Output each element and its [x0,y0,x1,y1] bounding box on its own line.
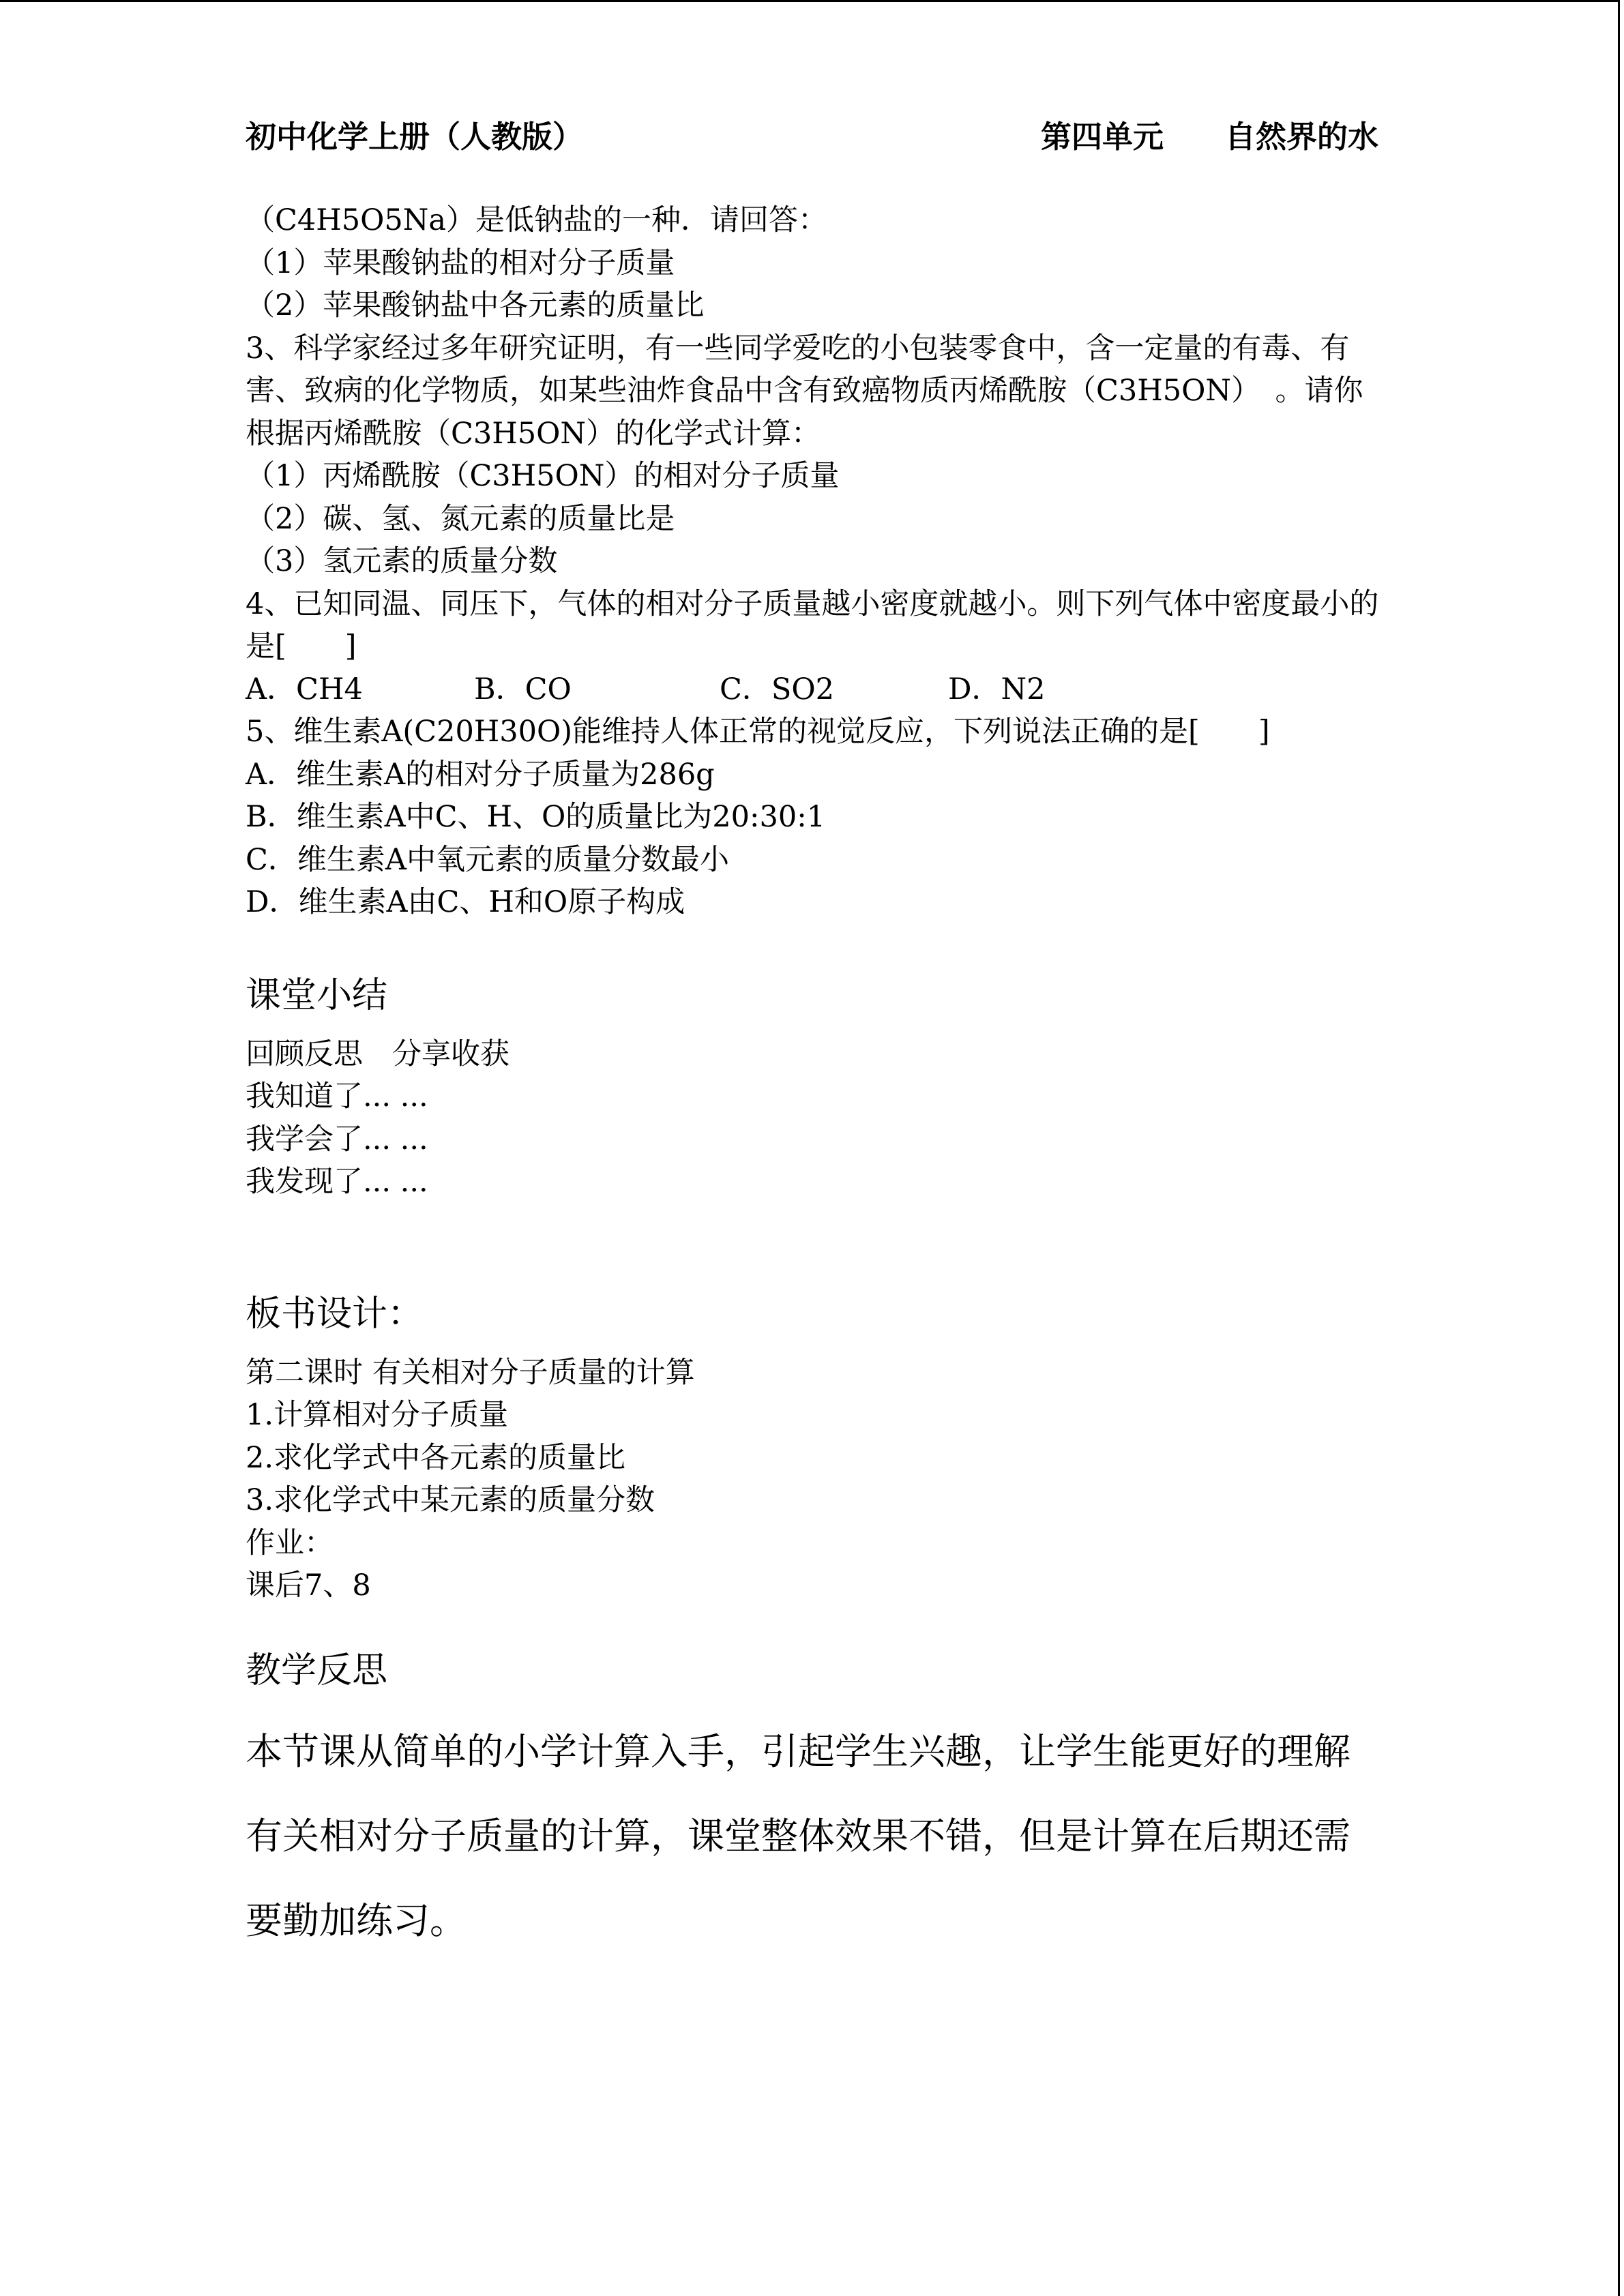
header-book-title: 初中化学上册（人教版） [246,119,584,155]
document-body [246,199,1381,1963]
q4-option-a: A．CH4 [246,672,363,706]
reflection-section [246,1647,1381,1963]
board-title: 板书设计： [246,1293,424,1335]
board-line-5: 作业： [246,1525,334,1560]
summary-line-3: 我学会了... ... [246,1122,428,1157]
q4-option-d: D．N2 [948,672,1046,706]
summary-section [246,972,1381,1204]
q4-options [246,668,1381,711]
q5-option-b: B．维生素A中C、H、O的质量比为20:30:1 [246,800,826,834]
q2-sub-1: （1）苹果酸钠盐的相对分子质量 [246,245,675,280]
exercise-section [246,199,1381,924]
q5-option-d: D．维生素A由C、H和O原子构成 [246,885,685,919]
q3-sub-1: （1）丙烯酰胺（C3H5ON）的相对分子质量 [246,459,840,493]
board-line-2: 1.计算相对分子质量 [246,1398,509,1432]
q2-sub-2: （2）苹果酸钠盐中各元素的质量比 [246,288,705,323]
summary-line-4: 我发现了... ... [246,1165,428,1199]
q2-tail: （C4H5O5Na）是低钠盐的一种．请回答： [246,203,827,237]
board-line-1: 第二课时 有关相对分子质量的计算 [246,1355,695,1390]
reflection-text: 本节课从简单的小学计算入手，引起学生兴趣，让学生能更好的理解有关相对分子质量的计算，课堂整体效果不错，但是计算在后期还需要勤加练习。 [246,1729,1350,1942]
q3-sub-3: （3）氢元素的质量分数 [246,544,558,578]
summary-line-1: 回顾反思 分享收获 [246,1037,510,1071]
reflection-title: 教学反思 [246,1650,388,1691]
summary-line-2: 我知道了... ... [246,1079,428,1114]
q5-option-a: A．维生素A的相对分子质量为286g [246,757,715,792]
board-line-3: 2.求化学式中各元素的质量比 [246,1440,626,1475]
summary-title: 课堂小结 [246,974,388,1016]
q3-sub-2: （2）碳、氢、氮元素的质量比是 [246,501,675,536]
q5-option-c: C．维生素A中氧元素的质量分数最小 [246,842,729,877]
q3-stem: 3、科学家经过多年研究证明，有一些同学爱吃的小包装零食中，含一定量的有毒、有害、致病的化学物质，如某些油炸食品中含有致癌物质丙烯酰胺（C3H5ON） 。请你根据丙烯酰胺（C3H5ON）的化学式计算： [246,331,1363,451]
header-unit-title: 第四单元 自然界的水 [1040,119,1378,155]
board-line-6: 课后7、8 [246,1568,371,1602]
q4-stem: 4、已知同温、同压下，气体的相对分子质量越小密度就越小。则下列气体中密度最小的是[ ] [246,586,1379,664]
q5-stem: 5、维生素A(C20H30O)能维持人体正常的视觉反应，下列说法正确的是[ ] [246,715,1270,749]
board-design-section [246,1290,1381,1607]
page-header [246,116,1378,158]
q4-option-c: C．SO2 [720,672,834,706]
board-line-4: 3.求化学式中某元素的质量分数 [246,1483,655,1517]
q4-option-b: B．CO [474,672,572,706]
